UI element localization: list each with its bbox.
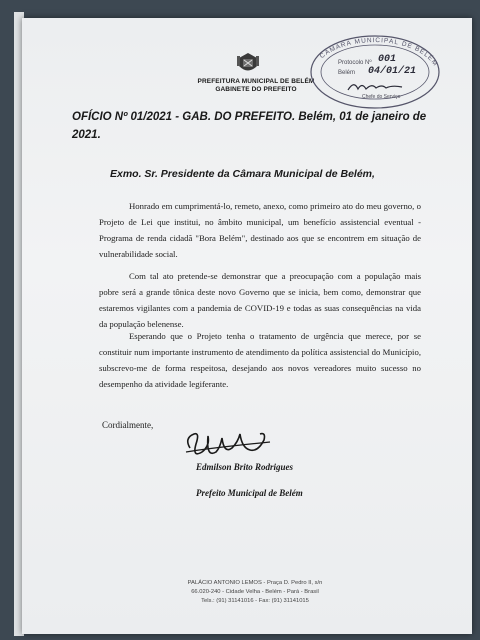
signatory-name: Edmilson Brito Rodrigues xyxy=(196,462,294,472)
coat-of-arms-icon xyxy=(235,50,261,76)
addressee: Exmo. Sr. Presidente da Câmara Municipal de Belém, xyxy=(110,168,375,180)
signatory-title: Prefeito Municipal de Belém xyxy=(196,488,303,498)
header-subtitle: GABINETE DO PREFEITO xyxy=(215,86,297,93)
stamp-signature xyxy=(346,80,406,94)
oficio-heading xyxy=(72,108,432,144)
protocol-number: 001 xyxy=(378,54,397,65)
oficio-year: 2021. xyxy=(72,129,101,141)
stamp-ring-text: CÂMARA MUNICIPAL DE BELÉM xyxy=(318,37,439,68)
paragraph-3-text: Esperando que o Projeto tenha o tratamento de urgência que merece, por se constituir num importante instrumento de atendimento da política assistencial do Município, subscrevo-me de forma respeitosa, desejando aos novos vereadores muito sucesso no desempenho da atividade legiferante. xyxy=(99,331,421,389)
stamp-date: 04/01/21 xyxy=(368,66,417,77)
header-title: PREFEITURA MUNICIPAL DE BELÉM xyxy=(197,78,315,85)
footer-city: 66.020-240 - Cidade Velha - Belém - Pará - Brasil xyxy=(191,589,319,595)
footer-address: PALÁCIO ANTONIO LEMOS - Praça D. Pedro II, s/n xyxy=(187,580,323,586)
paragraph-2-text: Com tal ato pretende-se demonstrar que a preocupação com a população mais pobre será a grande tônica deste novo Governo que se inicia, bem como, demonstrar que estaremos vigilantes com a pandemia de COVID-19 e todas as suas consequências na vida da população belenense. xyxy=(99,271,421,329)
protocol-label: Protocolo Nº xyxy=(338,60,372,66)
paragraph-1-text: Honrado em cumprimentá-lo, remeto, anexo, como primeiro ato do meu governo, o Projeto de Lei que institui, no âmbito municipal, um benefício assistencial eventual - Programa de renda cidadã "Bora Belém", destinado aos que se encontrem em situação de vulnerabilidade social. xyxy=(99,201,421,259)
footer-phone: Tels.: (91) 31141016 - Fax: (91) 31141015 xyxy=(201,598,309,604)
paragraph-1 xyxy=(99,198,421,262)
stamp-footer: Chefe do Serviço xyxy=(362,94,401,100)
closing: Cordialmente, xyxy=(102,420,154,430)
protocol-stamp xyxy=(306,30,444,110)
stamp-date-label: Belém xyxy=(338,70,356,76)
paragraph-3 xyxy=(99,328,421,392)
paragraph-2 xyxy=(99,268,421,332)
oficio-line: OFÍCIO Nº 01/2021 - GAB. DO PREFEITO. Belém, 01 de janeiro de xyxy=(72,111,427,123)
